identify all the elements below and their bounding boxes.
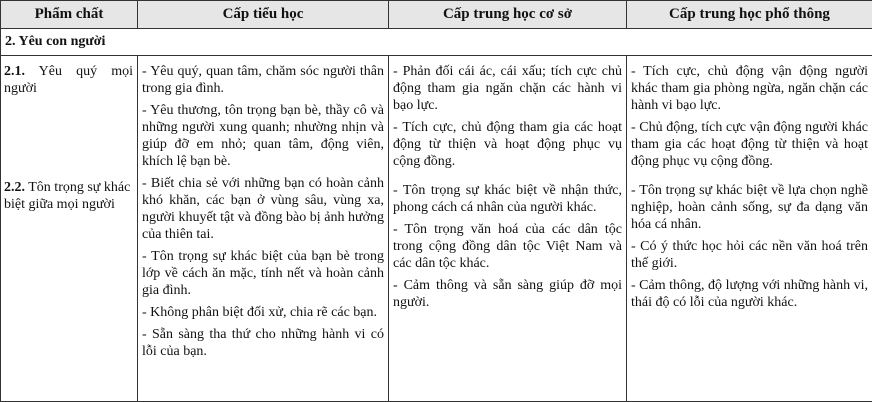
quality-text: Tôn trọng sự khác biệt giữa mọi người: [4, 180, 131, 212]
section-title: 2. Yêu con người: [1, 29, 872, 56]
lower-secondary-item: - Tôn trọng văn hoá của các dân tộc trong cộng đồng dân tộc Việt Nam và các dân tộc khác.: [393, 222, 622, 271]
upper-secondary-item: - Tôn trọng sự khác biệt về lựa chọn nghề nghiệp, hoàn cảnh sống, sự đa dạng văn hóa cá nhân.: [631, 183, 868, 232]
quality-number: 2.1.: [4, 64, 25, 79]
quality-item-1: [1, 63, 137, 97]
upper-secondary-item: - Tích cực, chủ động vận động người khác tham gia phòng ngừa, ngăn chặn các hành vi bạo lực.: [631, 64, 868, 113]
lower-secondary-item: - Tôn trọng sự khác biệt về nhận thức, phong cách cá nhân của người khác.: [393, 183, 622, 215]
primary-item: - Tôn trọng sự khác biệt của bạn bè trong lớp về cách ăn mặc, tính nết và hoàn cảnh gia đình.: [142, 249, 384, 298]
header-primary: Cấp tiểu học: [138, 1, 389, 29]
header-upper-secondary: Cấp trung học phổ thông: [627, 1, 872, 29]
header-lower-secondary: Cấp trung học cơ sở: [389, 1, 627, 29]
quality-number: 2.2.: [4, 180, 25, 195]
upper-secondary-item: - Chủ động, tích cực vận động người khác tham gia các hoạt động từ thiện và hoạt động phục vụ cộng đồng.: [631, 120, 868, 169]
lower-secondary-item: - Phản đối cái ác, cái xấu; tích cực chủ động tham gia ngăn chặn các hành vi bạo lực.: [393, 64, 622, 113]
primary-column: [138, 56, 389, 402]
lower-secondary-item: - Tích cực, chủ động tham gia các hoạt động từ thiện và hoạt động phục vụ cộng đồng.: [393, 120, 622, 169]
upper-secondary-item: - Có ý thức học hỏi các nền văn hoá trên thế giới.: [631, 239, 868, 271]
primary-item: - Yêu quý, quan tâm, chăm sóc người thân trong gia đình.: [142, 64, 384, 96]
quality-item-2: [1, 179, 137, 213]
lower-secondary-column: [389, 56, 627, 402]
primary-item: - Không phân biệt đối xử, chia rẽ các bạn.: [142, 305, 378, 320]
quality-text: Yêu quý mọi người: [4, 64, 133, 96]
upper-secondary-item: - Cảm thông, độ lượng với những hành vi, thái độ có lỗi của người khác.: [631, 278, 868, 310]
primary-item: - Biết chia sẻ với những bạn có hoàn cảnh khó khăn, các bạn ở vùng sâu, vùng xa, người khuyết tật và đồng bào bị ảnh hưởng của thiên tai.: [142, 176, 384, 242]
quality-column: [1, 56, 138, 402]
upper-secondary-column: [627, 56, 872, 402]
lower-secondary-item: - Cảm thông và sẵn sàng giúp đỡ mọi người.: [393, 278, 622, 310]
header-row: [1, 1, 872, 29]
section-row: [1, 29, 872, 56]
primary-item: - Yêu thương, tôn trọng bạn bè, thầy cô và những người xung quanh; nhường nhịn và giúp đỡ em nhỏ; quan tâm, động viên, khích lệ bạn bè.: [142, 103, 384, 169]
content-row: [1, 56, 872, 402]
primary-item: - Sẵn sàng tha thứ cho những hành vi có lỗi của bạn.: [142, 327, 384, 359]
header-quality: Phẩm chất: [1, 1, 138, 29]
